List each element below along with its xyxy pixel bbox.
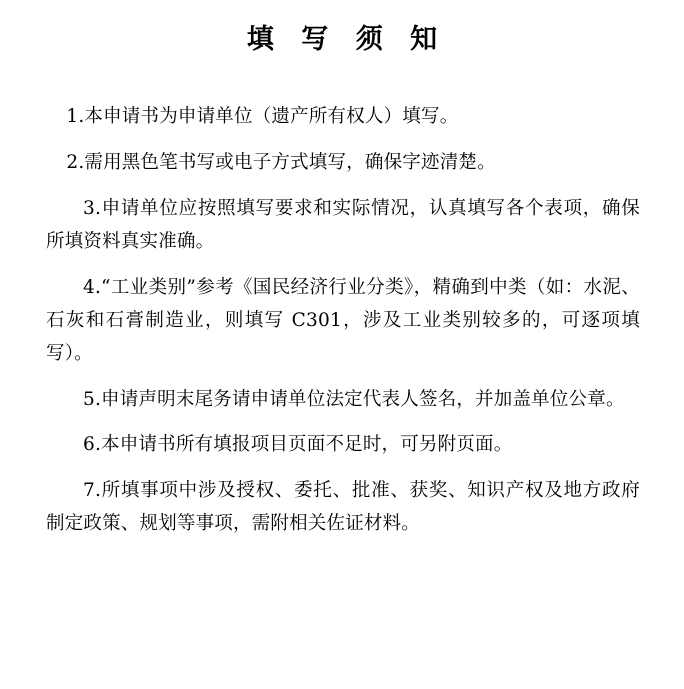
page-title: 填 写 须 知 bbox=[246, 24, 447, 55]
document-page bbox=[0, 22, 684, 689]
instruction-item-4: 4.“工业类别”参考《国民经济行业分类》，精确到中类（如：水泥、石灰和石膏制造业，则填写 C301，涉及工业类别较多的，可逐项填写）。 bbox=[46, 276, 640, 364]
instruction-item-1: 1.本申请书为申请单位（遗产所有权人）填写。 bbox=[66, 106, 459, 128]
instruction-item-5: 5.申请声明末尾务请申请单位法定代表人签名，并加盖单位公章。 bbox=[83, 388, 625, 410]
instructions-list bbox=[0, 101, 684, 541]
instruction-item-2: 2.需用黑色笔书写或电子方式填写，确保字迹清楚。 bbox=[66, 152, 496, 174]
instruction-item-6: 6.本申请书所有填报项目页面不足时，可另附页面。 bbox=[83, 434, 513, 456]
instruction-item-3: 3.申请单位应按照填写要求和实际情况，认真填写各个表项，确保所填资料真实准确。 bbox=[46, 197, 640, 252]
instruction-item-7: 7.所填事项中涉及授权、委托、批准、获奖、知识产权及地方政府制定政策、规划等事项，需附相关佐证材料。 bbox=[46, 480, 640, 535]
